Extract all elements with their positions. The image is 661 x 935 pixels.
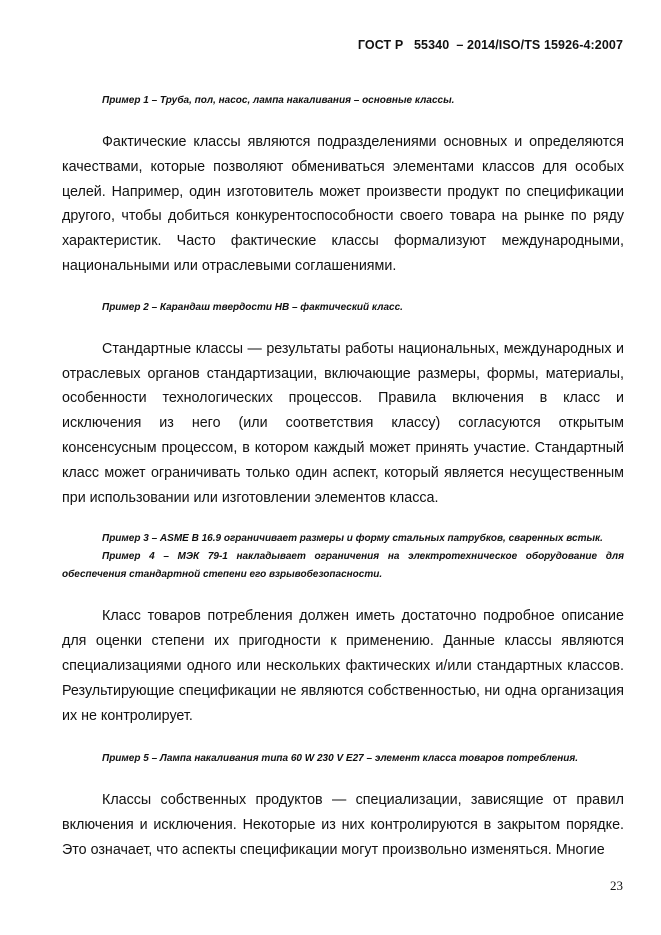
paragraph-commodity-classes: Класс товаров потребления должен иметь достаточно подробное описание для оценки степени их пригодности к применению. Данные классы являются специализациями одного или нескольких фактических и/или стандартных классов. Результирующие спецификации не являются собственностью, ни одна организация их не контролирует.: [62, 608, 624, 724]
example-4: Пример 4 – МЭК 79-1 накладывает ограничения на электротехническое оборудование для обеспечения стандартной степени его взрывобезопасности.: [62, 551, 624, 581]
paragraph-standard-classes: Стандартные классы — результаты работы национальных, международных и отраслевых органов стандартизации, включающие размеры, формы, материалы, особенности технологических процессов. Правила включения в класс и исключения из него (или соответствия классу) согласуются открытым консенсусным процессом, в котором каждый может принять участие. Стандартный класс может ограничивать только один аспект, который является несущественным при использовании или изготовлении элементов класса.: [62, 340, 624, 506]
example-2: Пример 2 – Карандаш твердости HB – фактический класс.: [102, 301, 403, 313]
document-body: [62, 78, 624, 863]
paragraph-actual-classes: Фактические классы являются подразделениями основных и определяются качествами, которые позволяют обмениваться элементами классов для особых целей. Например, один изготовитель может произвести продукт по спецификации другого, чтобы добиться конкурентоспособности своего товара на рынке по ряду характеристик. Часто фактические классы формализуют международными, национальными или отраслевыми соглашениями.: [62, 134, 624, 274]
paragraph-proprietary-classes: Классы собственных продуктов — специализации, зависящие от правил включения и исключения. Некоторые из них контролируются в закрытом порядке. Это означает, что аспекты спецификации могут произвольно изменяться. Многие: [62, 792, 624, 858]
standard-header: ГОСТ Р 55340 – 2014/ISO/TS 15926-4:2007: [357, 38, 623, 52]
example-1: Пример 1 – Труба, пол, насос, лампа накаливания – основные классы.: [102, 95, 455, 106]
example-5: Пример 5 – Лампа накаливания типа 60 W 230 V E27 – элемент класса товаров потребления.: [102, 753, 579, 765]
page-number: 23: [610, 878, 623, 893]
example-3: Пример 3 – ASME B 16.9 ограничивает размеры и форму стальных патрубков, сваренных встык.: [102, 533, 603, 545]
